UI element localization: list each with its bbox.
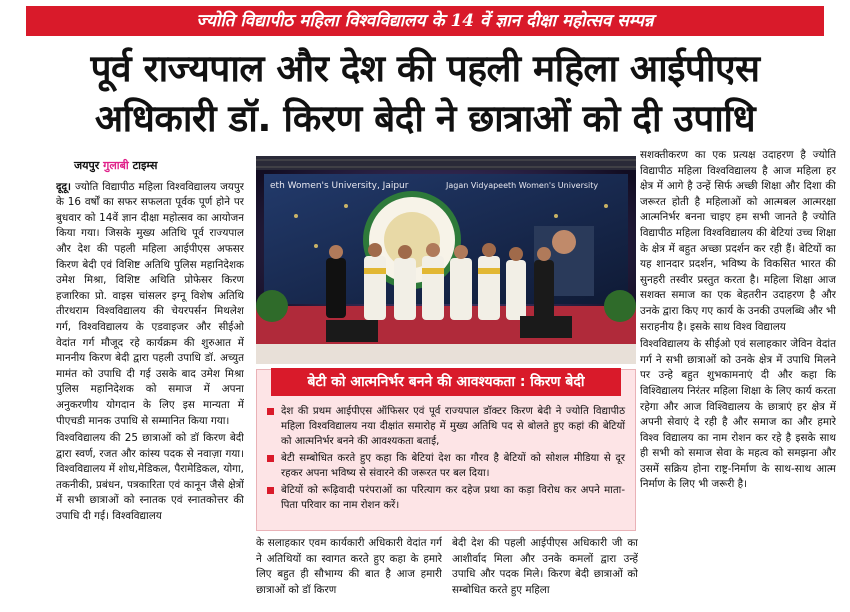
highlight-box-title: बेटी को आत्मनिर्भर बनने की आवश्यकता : किरण बेदी bbox=[271, 368, 621, 396]
top-banner: ज्योति विद्यापीठ महिला विश्वविद्यालय के 14 वें ज्ञान दीक्षा महोत्सव सम्पन्न bbox=[26, 6, 824, 36]
headline-line-1: पूर्व राज्यपाल और देश की पहली महिला आईपीएस bbox=[90, 47, 760, 90]
highlight-item bbox=[267, 404, 625, 449]
right-paragraph-1: सशक्तीकरण का एक प्रत्यक्ष उदाहरण है ज्योति विद्यापीठ महिला विश्वविद्यालय है आज महिला हर क्षेत्र में आगे है उन्हें सिर्फ अच्छी शिक्षा और दिशा की जरूरत होती है महिलाओं को आत्मबल आत्मरक्षा आत्मनिर्भर बनना चाइए हम सभी जानते है ज्योति विद्यापीठ महिला विश्वविद्यालय की बेटियां उच्च शिक्षा के क्षेत्र में बहुत अच्छा प्रदर्शन कर रही हैं। बेटियों का यह शानदार प्रदर्शन, भविष्य के विकसित भारत की सुनहरी तस्वीर प्रस्तुत करता है। महिला शिक्षा आज सशक्त समाज का एक बेहतरीन उदाहरण है और उनके द्वारा किए गए कार्य के उनकी उपलब्धि और भी सराहनीय है। इसके साथ विश्व विद्यालय bbox=[640, 149, 836, 333]
highlight-item-text: देश की प्रथम आईपीएस ऑफिसर एवं पूर्व राज्यपाल डॉक्टर किरण बेदी ने ज्योति विद्यापीठ महिला विश्वविद्यालय नया दीक्षांत समारोह में मुख्य अतिथि पद से बोलते हुए कहां की बेटियों को आत्मनिर्भर बनने की आवश्यकता बताई, bbox=[281, 406, 625, 447]
highlight-item-text: बेटी सम्बोधित करते हुए कहा कि बेटियां देश का गौरव है बेटियों को सोशल मीडिया से दूर रहकर अपना भविष्य से संवारने की जरूरत पर बल दिया। bbox=[281, 453, 625, 479]
left-column bbox=[56, 158, 244, 606]
headline-line-2: अधिकारी डॉ. किरण बेदी ने छात्राओं को दी उपाधि bbox=[94, 97, 756, 140]
square-bullet-icon bbox=[267, 408, 274, 415]
stage-banner-text: eth Women's University, Jaipur bbox=[270, 181, 409, 191]
byline-paper: टाइम्स bbox=[132, 159, 158, 172]
highlight-box bbox=[256, 369, 636, 531]
highlight-item-text: बेटियों को रूढ़िवादी परंपराओं का परित्याग कर दहेज प्रथा का कड़ा विरोध कर अपने माता-पिता परिवार का नाम रोशन करें। bbox=[281, 485, 625, 511]
byline bbox=[74, 158, 244, 174]
left-paragraph-1-text: ज्योति विद्यापीठ महिला विश्वविद्यालय जयपुर के 16 वर्षों का सफर सफलता पूर्वक पूर्ण होने पर बुधवार को 14वें ज्ञान दीक्षा महोत्सव का आयोजन किया गया। जिसके मुख्य अतिथि पूर्व राज्यपाल और देश की पहली महिला आईपीएस अफसर किरण बेदी एवं विशिष्ट अतिथि पुलिस महानिदेशक उमेश मिश्रा, विशिष्ट अथिति प्रोफेसर किरण हजारिका प्रो. वाइस चांसलर इग्नू विशेष अतिथि तीरथराम विश्वविद्यालय की चेयरपर्सन मिथलेश गर्ग, विश्वविद्यालय के एडवाइजर और सीईओ वेदांत गर्ग मौजूद रहे कार्यक्रम की शुरुआत में माननीय किरण बेदी द्वारा पहली उपाधि डॉ. अच्युत मामंत को उपाधि दी गई उसके बाद उमेश मिश्रा पुलिस महानिदेशक को समाज में अपना अनुकरणीय योगदान के लिए इस मान्यता में पीएचडी मानक उपाधि से सम्मानित किया गया। bbox=[56, 180, 244, 427]
highlight-item bbox=[267, 451, 625, 481]
dateline: दूदू। bbox=[56, 180, 71, 193]
left-paragraph-1 bbox=[56, 180, 244, 430]
middle-column-2-text: बेदी देश की पहली आईपीएस अधिकारी जी का आशीर्वाद मिला और उनके कमलों द्वारा उन्हें उपाधि और पदक मिले। किरण बेदी छात्राओं को सम्बोधित करते हुए महिला bbox=[452, 537, 638, 596]
convocation-stage-photo bbox=[256, 156, 636, 364]
stage-banner-text-2: Jagan Vidyapeeth Women's University bbox=[446, 181, 599, 190]
square-bullet-icon bbox=[267, 455, 274, 462]
middle-column-1-text: के सलाहकार एवम कार्यकारी अधिकारी वेदांत गर्ग ने अतिथियों का स्वागत करते हुए कहा के हमारे लिए बहुत ही सौभाग्य की बात है आज हमारी छात्राओं को डॉ किरण bbox=[256, 537, 442, 596]
right-paragraph-2: विश्वविद्यालय के सीईओ एवं सलाहकार जेविन वेदांत गर्ग ने सभी छात्राओं को उनके क्षेत्र में उपाधि मिलने पर उन्हे बहुत शुभकामनाएं दी और कहा कि विश्विद्यालय निरंतर महिला शिक्षा के लिए कार्य करता रहेगा और आज विश्विद्यालय के छात्राएं हर क्षेत्र में अपनी सेवाएं दे रही है और समाज का और हमारे विश्व विद्यालय का नाम रोशन कर रहे है इसके साथ ही सभी को समाज सेवा के महत्व को समझना और उसमें सक्रिय होना राष्ट्र-निर्माण के साथ-साथ आत्म निर्माण के लिए भी जरूरी है। bbox=[640, 338, 836, 491]
middle-column-1 bbox=[256, 536, 442, 606]
byline-brand: गुलाबी bbox=[103, 159, 129, 172]
right-column bbox=[640, 148, 836, 608]
middle-column-2 bbox=[452, 536, 638, 606]
byline-city: जयपुर bbox=[74, 159, 100, 172]
highlight-item bbox=[267, 483, 625, 513]
stage-photo-drawing bbox=[256, 156, 636, 364]
square-bullet-icon bbox=[267, 487, 274, 494]
highlight-box-list bbox=[267, 404, 625, 515]
headline bbox=[20, 44, 830, 144]
left-paragraph-2: विश्वविद्यालय की 25 छात्राओं को डॉ किरण बेदी द्वारा स्वर्ण, रजत और कांस्य पदक से नवाज़ा गया। विश्वविद्यालय में शोध,मेडिकल, पैरामेडिकल, योगा, तकनीकी, प्रबंधन, पत्रकारिता एवं कानून जैसे क्षेत्रों में सभी छात्राओं को स्नातक एवं स्नातकोत्तर की उपाधि दी गई। विश्वविद्यालय bbox=[56, 432, 244, 523]
